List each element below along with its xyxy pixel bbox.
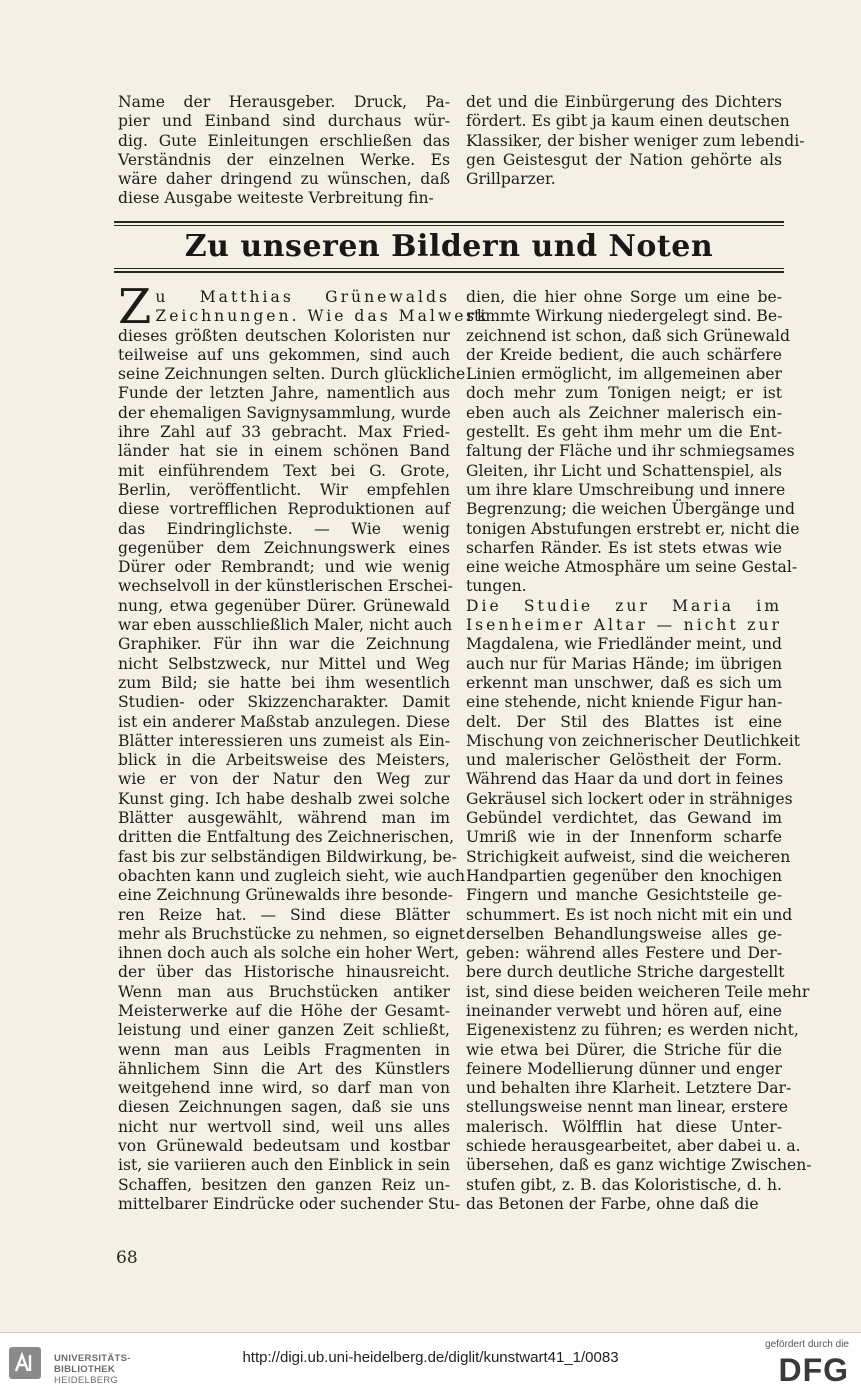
text-line: Magdalena, wie Friedländer meint, und xyxy=(466,635,782,654)
text-line: Meisterwerke auf die Höhe der Gesamt- xyxy=(118,1001,450,1020)
text-line: stufen gibt, z. B. das Koloristische, d. h. xyxy=(466,1175,782,1194)
text-line: wie etwa bei Dürer, die Striche für die xyxy=(466,1040,782,1059)
page-number: 68 xyxy=(116,1248,138,1268)
text-line: das Betonen der Farbe, ohne daß die xyxy=(466,1194,759,1213)
text-line: auch nur für Marias Hände; im übrigen xyxy=(466,654,782,673)
text-line: diese vortrefflichen Reproduktionen auf xyxy=(118,500,450,519)
text-line: Strichigkeit aufweist, sind die weicheren xyxy=(466,847,791,866)
text-line: Grillparzer. xyxy=(466,170,556,189)
text-line: Begrenzung; die weichen Übergänge und xyxy=(466,500,795,519)
digitization-footer xyxy=(0,1332,861,1393)
text-line: dien, die hier ohne Sorge um eine be- xyxy=(466,288,782,306)
article-right-column xyxy=(466,288,812,1214)
text-line: scharfen Ränder. Es ist stets etwas wie xyxy=(466,538,782,557)
text-line: Mischung von zeichnerischer Deutlichkeit xyxy=(466,731,801,750)
text-line: geben: während alles Festere und Der- xyxy=(466,944,782,963)
text-line: diese Ausgabe weiteste Verbreitung fin- xyxy=(118,189,434,208)
text-line: übersehen, daß es ganz wichtige Zwischen- xyxy=(466,1156,812,1175)
text-line: dieses größten deutschen Koloristen nur xyxy=(118,326,450,345)
text-line: weitgehend inne wird, so darf man von xyxy=(118,1079,450,1098)
text-line: doch mehr zum Tonigen neigt; er ist xyxy=(466,384,782,403)
text-line: Kunst ging. Ich habe deshalb zwei solche xyxy=(118,789,450,808)
text-line: Graphiker. Für ihn war die Zeichnung xyxy=(118,635,450,654)
text-line: eine weiche Atmosphäre um seine Gestal- xyxy=(466,558,798,577)
text-line: der Kreide bedient, die auch schärfere xyxy=(466,345,782,364)
text-line: ähnlichem Sinn die Art des Künstlers xyxy=(118,1059,450,1078)
text-line: Schaffen, besitzen den ganzen Reiz un- xyxy=(118,1175,450,1194)
text-line: bere durch deutliche Striche dargestellt xyxy=(466,963,785,982)
text-line: Die Studie zur Maria im xyxy=(466,596,782,615)
heading-rule-top-thin xyxy=(114,225,784,226)
text-line: mittelbarer Eindrücke oder suchender Stu- xyxy=(118,1194,461,1213)
text-line: ist, sind diese beiden weicheren Teile mehr xyxy=(466,982,810,1001)
text-line: ist ein anderer Maßstab anzulegen. Diese xyxy=(118,712,450,731)
text-line: zeichnend ist schon, daß sich Grünewald xyxy=(466,326,791,345)
text-line: der ehemaligen Savignysammlung, wurde xyxy=(118,403,451,422)
text-line: wäre daher dringend zu wünschen, daß xyxy=(118,170,450,189)
text-line: stellungsweise nennt man linear, erstere xyxy=(466,1098,789,1117)
text-line: feinere Modellierung dünner und enger xyxy=(466,1059,782,1078)
text-line: Eigenexistenz zu führen; es werden nicht, xyxy=(466,1021,799,1040)
heading-rule-bottom xyxy=(114,271,784,273)
text-line: mit einführendem Text bei G. Grote, xyxy=(118,461,450,480)
text-line: Isenheimer Altar — nicht zur xyxy=(466,616,782,635)
text-line: diesen Zeichnungen sagen, daß sie uns xyxy=(118,1098,450,1117)
text-line: schummert. Es ist noch nicht mit ein und xyxy=(466,905,793,924)
text-line: teilweise auf uns gekommen, sind auch xyxy=(118,345,450,364)
text-line: nicht Selbstzweck, nur Mittel und Weg xyxy=(118,654,450,673)
text-line: ren Reize hat. — Sind diese Blätter xyxy=(118,905,450,924)
text-line: gegenüber dem Zeichnungswerk eines xyxy=(118,538,450,557)
text-line: mehr als Bruchstücke zu nehmen, so eignet xyxy=(118,924,465,943)
text-line: blick in die Arbeitsweise des Meisters, xyxy=(118,751,450,770)
permalink-url[interactable]: http://digi.ub.uni-heidelberg.de/diglit/kunstwart41_1/0083 xyxy=(242,1349,619,1366)
text-line: leistung und einer ganzen Zeit schließt, xyxy=(118,1021,450,1040)
text-line: ihre Zahl auf 33 gebracht. Max Fried- xyxy=(118,423,450,442)
text-line: derselben Behandlungsweise alles ge- xyxy=(466,924,782,943)
text-line: Berlin, veröffentlicht. Wir empfehlen xyxy=(118,480,450,499)
text-line: war eben ausschließlich Maler, nicht auch xyxy=(118,616,453,635)
text-line: Fingern und manche Gesichtsteile ge- xyxy=(466,886,782,905)
text-line: Verständnis der einzelnen Werke. Es xyxy=(118,150,450,169)
text-line: delt. Der Stil des Blattes ist eine xyxy=(466,712,782,731)
text-line: Blätter interessieren uns zumeist als Ein- xyxy=(118,731,450,750)
funding-label: gefördert durch die xyxy=(765,1339,849,1350)
text-line: pier und Einband sind durchaus wür- xyxy=(118,112,450,131)
text-line: wechselvoll in der künstlerischen Erschei- xyxy=(118,577,453,596)
text-line: Funde der letzten Jahre, namentlich aus xyxy=(118,384,450,403)
text-line: zum Bild; sie hatte bei ihm wesentlich xyxy=(118,673,450,692)
text-line: u Matthias Grünewalds xyxy=(155,288,450,306)
top-right-column xyxy=(466,93,805,189)
text-line: Gebündel verdichtet, das Gewand im xyxy=(466,809,782,828)
text-line: Name der Herausgeber. Druck, Pa- xyxy=(118,93,450,111)
dfg-logo: DFG xyxy=(778,1352,849,1388)
text-line: malerisch. Wölfflin hat diese Unter- xyxy=(466,1117,782,1136)
text-line: Gleiten, ihr Licht und Schattenspiel, als xyxy=(466,461,782,480)
text-line: nung, etwa gegenüber Dürer. Grünewald xyxy=(118,596,450,615)
text-line: ist, sie variieren auch den Einblick in sein xyxy=(118,1156,450,1175)
text-line: Studien- oder Skizzencharakter. Damit xyxy=(118,693,450,712)
article-left-column xyxy=(118,279,490,1214)
heading-rule-top xyxy=(114,221,784,223)
text-line: ineinander verwebt und hören auf, eine xyxy=(466,1001,782,1020)
text-line: wenn man aus Leibls Fragmenten in xyxy=(118,1040,450,1059)
text-line: seine Zeichnungen selten. Durch glückliche xyxy=(118,365,466,384)
text-line: das Eindringlichste. — Wie wenig xyxy=(118,519,450,538)
text-line: von Grünewald bedeutsam und kostbar xyxy=(118,1137,450,1156)
text-line: eben auch als Zeichner malerisch ein- xyxy=(466,403,782,422)
text-line: dig. Gute Einleitungen erschließen das xyxy=(118,131,450,150)
text-line: und malerischer Gelöstheit der Form. xyxy=(466,751,782,770)
text-line: länder hat sie in einem schönen Band xyxy=(118,442,450,461)
text-line: wie er von der Natur den Weg zur xyxy=(118,770,450,789)
text-line: Umriß wie in der Innenform scharfe xyxy=(466,828,782,847)
text-line: tungen. xyxy=(466,577,527,596)
library-name: UNIVERSITÄTS- BIBLIOTHEK HEIDELBERG xyxy=(54,1353,131,1386)
text-line: Wenn man aus Bruchstücken antiker xyxy=(118,982,450,1001)
text-line: Handpartien gegenüber den knochigen xyxy=(466,866,782,885)
text-line: Blätter ausgewählt, während man im xyxy=(118,809,450,828)
text-line: erkennt man unschwer, daß es sich um xyxy=(466,673,782,692)
text-line: Linien ermöglicht, im allgemeinen aber xyxy=(466,365,782,384)
heading-rule-bottom-thin xyxy=(114,268,784,269)
text-line: der über das Historische hinausreicht. xyxy=(118,963,450,982)
text-line: Während das Haar da und dort in feines xyxy=(466,770,784,789)
text-line: stimmte Wirkung niedergelegt sind. Be- xyxy=(466,307,783,326)
text-line: nicht nur wertvoll sind, weil uns alles xyxy=(118,1117,450,1136)
top-left-column xyxy=(118,93,450,209)
text-line: fördert. Es gibt ja kaum einen deutschen xyxy=(466,112,790,131)
text-line: gen Geistesgut der Nation gehörte als xyxy=(466,150,782,169)
text-line: und behalten ihre Klarheit. Letztere Dar- xyxy=(466,1079,792,1098)
text-line: schiede herausgearbeitet, aber dabei u. a. xyxy=(466,1137,801,1156)
text-line: ihnen doch auch als solche ein hoher Wert, xyxy=(118,944,460,963)
text-line: Dürer oder Rembrandt; und wie wenig xyxy=(118,558,450,577)
text-line: dritten die Entfaltung des Zeichnerischen, xyxy=(118,828,455,847)
text-line: eine stehende, nicht kniende Figur han- xyxy=(466,693,783,712)
article-heading: Zu unseren Bildern und Noten xyxy=(184,229,714,264)
text-line: tonigen Abstufungen erstrebt er, nicht die xyxy=(466,519,800,538)
text-line: Zeichnungen. Wie das Malwerk xyxy=(155,307,490,326)
text-line: um ihre klare Umschreibung und innere xyxy=(466,480,786,499)
text-line: fast bis zur selbständigen Bildwirkung, be- xyxy=(118,847,457,866)
text-line: Klassiker, der bisher weniger zum lebendi- xyxy=(466,131,805,150)
text-line: det und die Einbürgerung des Dichters xyxy=(466,93,782,111)
text-line: faltung der Fläche und ihr schmiegsames xyxy=(466,442,795,461)
text-line: Gekräusel sich lockert oder in strähniges xyxy=(466,789,793,808)
text-line: gestellt. Es geht ihm mehr um die Ent- xyxy=(466,423,782,442)
text-line: obachten kann und zugleich sieht, wie auch xyxy=(118,866,466,885)
text-line: eine Zeichnung Grünewalds ihre besonde- xyxy=(118,886,453,905)
drop-cap: Z xyxy=(118,279,152,335)
